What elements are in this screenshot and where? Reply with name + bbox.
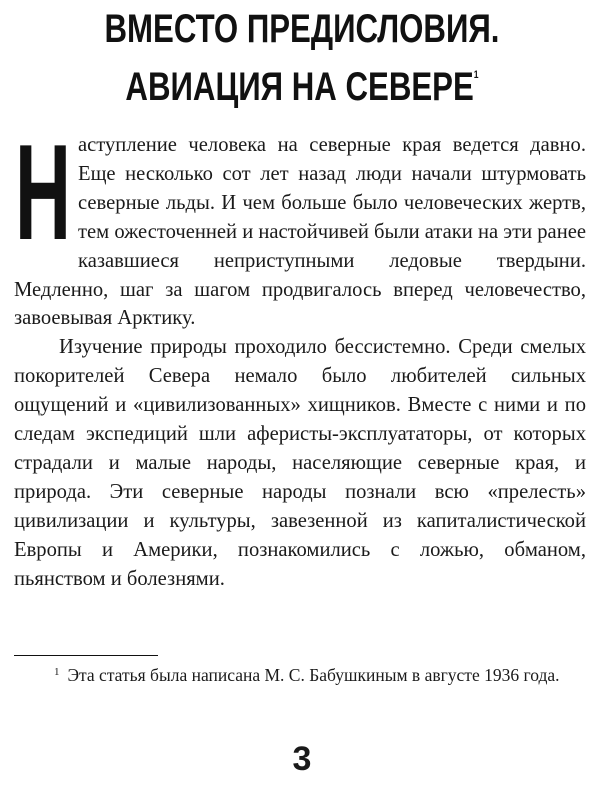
paragraph-2: Изучение природы проходило бессистемно. Среди смелых покорителей Севера немало было любителей сильных ощущений и «цивилизованных» хищников. Вместе с ними и по следам экспедиций шли аферисты-эксплуататоры, от которых страдали и малые народы, населяющие северные края, и природа. Эти северные народы познали всю «прелесть» цивилизации и культуры, завезенной из капиталистической Европы и Америки, познакомились с ложью, обманом, пьянством и болезнями. xyxy=(14,336,586,590)
footnote-text: Эта статья была написана М. С. Бабушкиным в августе 1936 года. xyxy=(67,665,560,685)
heading-footnote-mark: 1 xyxy=(473,69,479,81)
body-text xyxy=(14,116,586,594)
footnote-mark: 1 xyxy=(54,666,60,678)
footnote-divider xyxy=(14,655,158,656)
chapter-heading-line-2 xyxy=(66,52,537,110)
chapter-heading-line-1: ВМЕСТО ПРЕДИСЛОВИЯ. xyxy=(104,7,500,51)
drop-cap xyxy=(14,116,72,268)
paragraph-1 xyxy=(14,116,586,333)
paragraph-1-text: аступление человека на северные края ведется давно. Еще несколько сот лет назад люди начали штурмовать северные льды. И чем больше было человеческих жертв, тем ожесточенней и настойчивей были атаки на эти ранее казавшиеся неприступными ледовые твердыни. Медленно, шаг за шагом продвигалось вперед человечество, завоевывая Арктику. xyxy=(14,134,586,330)
chapter-heading xyxy=(66,6,537,110)
chapter-heading-line-2-text: АВИАЦИЯ НА СЕВЕРЕ xyxy=(125,65,474,109)
footnote-paragraph xyxy=(14,658,586,690)
footnote xyxy=(14,658,586,690)
page-number: 3 xyxy=(292,740,312,778)
drop-cap-letter: Н xyxy=(15,116,71,268)
